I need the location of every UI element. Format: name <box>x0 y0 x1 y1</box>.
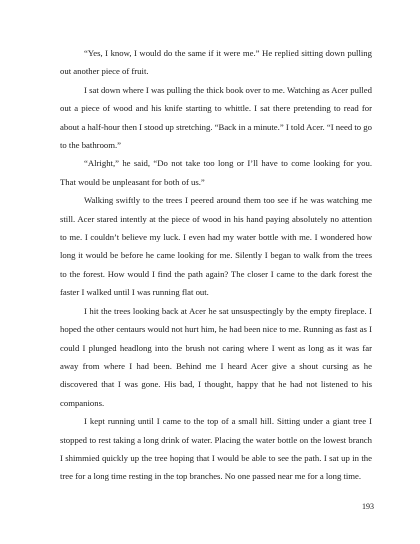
page-number: 193 <box>362 502 374 511</box>
paragraph-5: I hit the trees looking back at Acer he sat unsuspectingly by the empty fireplace. I hoped the other centaurs would not hurt him, he had been nice to me. Running as fast as I could I plunged headlong into the brush not caring where I went as long as it was far away from where I had been. Behind me I heard Acer give a shout cursing as he discovered that I was gone. His bad, I thought, happy that he had not listened to his companions. <box>60 305 372 408</box>
paragraph-1: “Yes, I know, I would do the same if it were me.” He replied sitting down pulling out another piece of fruit. <box>60 48 372 77</box>
paragraph-2: I sat down where I was pulling the thick book over to me. Watching as Acer pulled out a piece of wood and his knife starting to whittle. I sat there pretending to read for about a half-hour then I stood up stretching. “Back in a minute.” I told Acer. “I need to go to the bathroom.” <box>60 84 372 151</box>
body-text <box>60 44 372 486</box>
paragraph-6: I kept running until I came to the top of a small hill. Sitting under a giant tree I stopped to rest taking a long drink of water. Placing the water bottle on the lowest branch I shimmied quickly up the tree hoping that I would be able to see the path. I sat up in the tree for a long time resting in the top branches. No one passed near me for a long time. <box>60 416 372 482</box>
paragraph-3: “Alright,” he said, “Do not take too long or I’ll have to come looking for you. That would be unpleasant for both of us.” <box>60 158 372 187</box>
paragraph-4: Walking swiftly to the trees I peered around them too see if he was watching me still. Acer stared intently at the piece of wood in his hand paying absolutely no attention to me. I couldn’t believe my luck. I even had my water bottle with me. I wondered how long it would be before he came looking for me. Silently I began to walk from the trees to the forest. How would I find the path again? The closer I came to the dark forest the faster I walked until I was running flat out. <box>60 195 372 298</box>
